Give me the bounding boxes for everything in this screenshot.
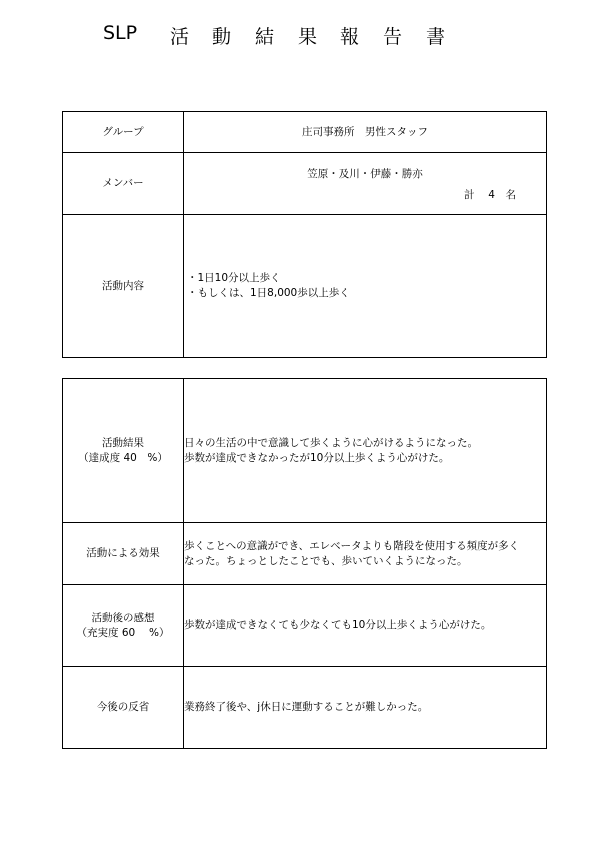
- title-part: 書: [426, 26, 446, 48]
- title-part: 動: [212, 26, 232, 48]
- member-names: 笠原・及川・伊藤・勝亦: [307, 167, 423, 180]
- result-line: 日々の生活の中で意識して歩くように心がけるようになった。: [184, 436, 478, 449]
- activity-line: ・もしくは、1日8,000歩以上歩く: [187, 287, 350, 299]
- title-part: 報: [340, 26, 360, 48]
- title-part: 結: [255, 26, 275, 48]
- result-label: 活動結果: [102, 436, 144, 449]
- effect-row: [63, 523, 547, 585]
- effect-content: [184, 523, 547, 585]
- result-sublabel: （達成度 40 %）: [78, 451, 168, 464]
- results-table: [62, 378, 547, 749]
- group-label: グループ: [63, 112, 184, 153]
- activity-line: ・1日10分以上歩く: [187, 272, 281, 284]
- impression-row: [63, 585, 547, 667]
- title-part: SLP: [103, 22, 138, 44]
- impression-sublabel: （充実度 60 %）: [76, 626, 170, 639]
- impression-content: 歩数が達成できなくても少なくても10分以上歩くよう心がけた。: [184, 585, 547, 667]
- result-line: 歩数が達成できなかったが10分以上歩くよう心がけた。: [184, 451, 450, 464]
- result-label-cell: [63, 379, 184, 523]
- member-cell: [184, 153, 547, 215]
- title-part: 活: [170, 26, 190, 48]
- title-part: 果: [298, 26, 318, 48]
- title-part: 告: [383, 26, 403, 48]
- member-count: 計 4 名: [463, 188, 516, 201]
- impression-label-cell: [63, 585, 184, 667]
- result-row: [63, 379, 547, 523]
- effect-line: 歩くことへの意識ができ、エレベータよりも階段を使用する頻度が多く: [184, 539, 520, 552]
- reflection-label: 今後の反省: [63, 667, 184, 749]
- activity-content: [184, 215, 547, 358]
- effect-line: なった。ちょっとしたことでも、歩いていくようになった。: [184, 554, 468, 567]
- member-label: メンバー: [63, 153, 184, 215]
- effect-label: 活動による効果: [63, 523, 184, 585]
- reflection-row: [63, 667, 547, 749]
- activity-row: [63, 215, 547, 358]
- activity-label: 活動内容: [63, 215, 184, 358]
- group-value: 庄司事務所 男性スタッフ: [184, 112, 547, 153]
- group-info-table: [62, 111, 547, 358]
- reflection-content: 業務終了後や、j休日に運動することが難しかった。: [184, 667, 547, 749]
- group-row: [63, 112, 547, 153]
- result-content: [184, 379, 547, 523]
- impression-label: 活動後の感想: [91, 611, 155, 624]
- member-row: [63, 153, 547, 215]
